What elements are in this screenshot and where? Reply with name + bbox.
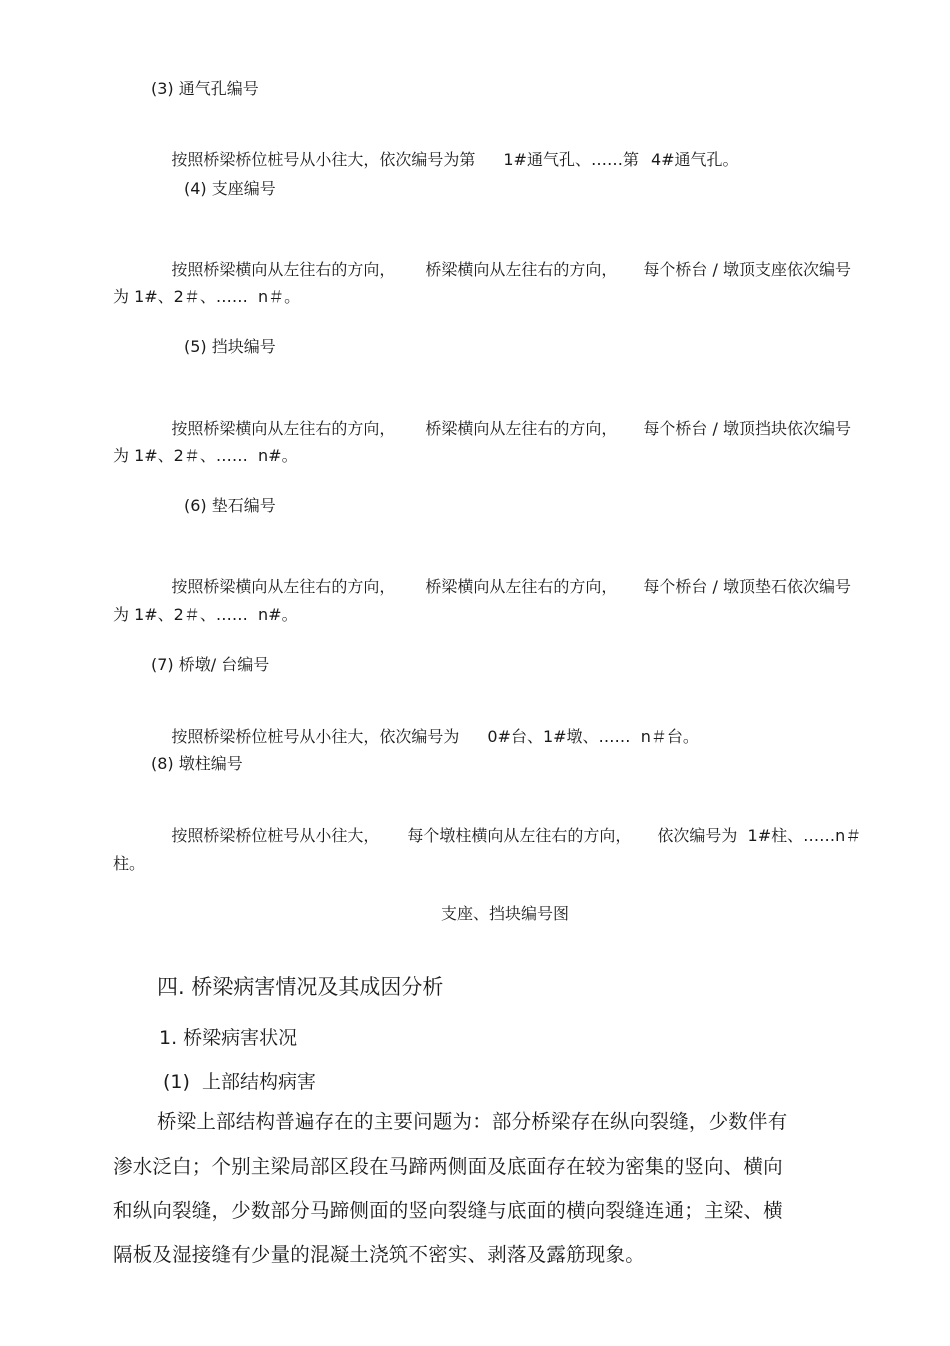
text-fragment: 每个桥台 / 墩顶垫石依次编号 xyxy=(643,577,851,596)
paragraph-column-numbering xyxy=(151,803,861,869)
text-fragment: 桥梁横向从左往右的方向， xyxy=(425,260,618,279)
text-fragment: 按照桥梁桥位桩号从小往大，依次编号为第 xyxy=(171,150,476,169)
text-fragment: 每个桥台 / 墩顶挡块依次编号 xyxy=(643,419,851,438)
paragraph-line: 隔板及湿接缝有少量的混凝土浇筑不密实、剥落及露筋现象。 xyxy=(113,1243,645,1266)
text-fragment: 0#台、1#墩、…… n＃台。 xyxy=(487,727,699,746)
paragraph-line: 和纵向裂缝，少数部分马蹄侧面的竖向裂缝与底面的横向裂缝连通；主梁、横 xyxy=(113,1199,783,1222)
paragraph-bearing-continuation: 为 1#、2＃、…… n＃。 xyxy=(113,287,301,306)
text-fragment: 按照桥梁横向从左往右的方向， xyxy=(171,260,396,279)
heading-pad-numbering: (6) 垫石编号 xyxy=(184,496,276,515)
paragraph-line: 渗水泛白；个别主梁局部区段在马蹄两侧面及底面存在较为密集的竖向、横向 xyxy=(113,1155,783,1178)
text-fragment: 1#通气孔、……第 xyxy=(503,150,639,169)
text-fragment: 按照桥梁横向从左往右的方向， xyxy=(171,577,396,596)
subsection-title: 1. 桥梁病害状况 xyxy=(159,1027,298,1049)
heading-pier-numbering: (7) 桥墩/ 台编号 xyxy=(151,655,270,674)
paragraph-column-continuation: 柱。 xyxy=(113,854,146,873)
section-title: 四. 桥梁病害情况及其成因分析 xyxy=(157,975,444,999)
text-fragment: 每个墩柱横向从左往右的方向， xyxy=(407,826,632,845)
heading-column-numbering: (8) 墩柱编号 xyxy=(151,754,243,773)
text-fragment: 按照桥梁桥位桩号从小往大，依次编号为 xyxy=(171,727,460,746)
text-fragment: 按照桥梁横向从左往右的方向， xyxy=(171,419,396,438)
text-fragment: 4#通气孔。 xyxy=(650,150,739,169)
text-fragment: 按照桥梁桥位桩号从小往大， xyxy=(171,826,380,845)
paragraph-pad-continuation: 为 1#、2＃、…… n#。 xyxy=(113,605,298,624)
text-fragment: 每个桥台 / 墩顶支座依次编号 xyxy=(643,260,851,279)
figure-caption: 支座、挡块编号图 xyxy=(441,904,570,923)
text-fragment: 依次编号为 1#柱、……n＃ xyxy=(657,826,862,845)
heading-bearing-numbering: (4) 支座编号 xyxy=(184,179,276,198)
paragraph-line: 桥梁上部结构普遍存在的主要问题为：部分桥梁存在纵向裂缝，少数伴有 xyxy=(157,1110,788,1133)
heading-block-numbering: (5) 挡块编号 xyxy=(184,337,276,356)
text-fragment: 桥梁横向从左往右的方向， xyxy=(425,419,618,438)
text-fragment: 桥梁横向从左往右的方向， xyxy=(425,577,618,596)
heading-vent-numbering: (3) 通气孔编号 xyxy=(151,79,259,98)
paragraph-block-continuation: 为 1#、2＃、…… n#。 xyxy=(113,446,298,465)
subsubsection-title: (1) 上部结构病害 xyxy=(163,1071,316,1093)
